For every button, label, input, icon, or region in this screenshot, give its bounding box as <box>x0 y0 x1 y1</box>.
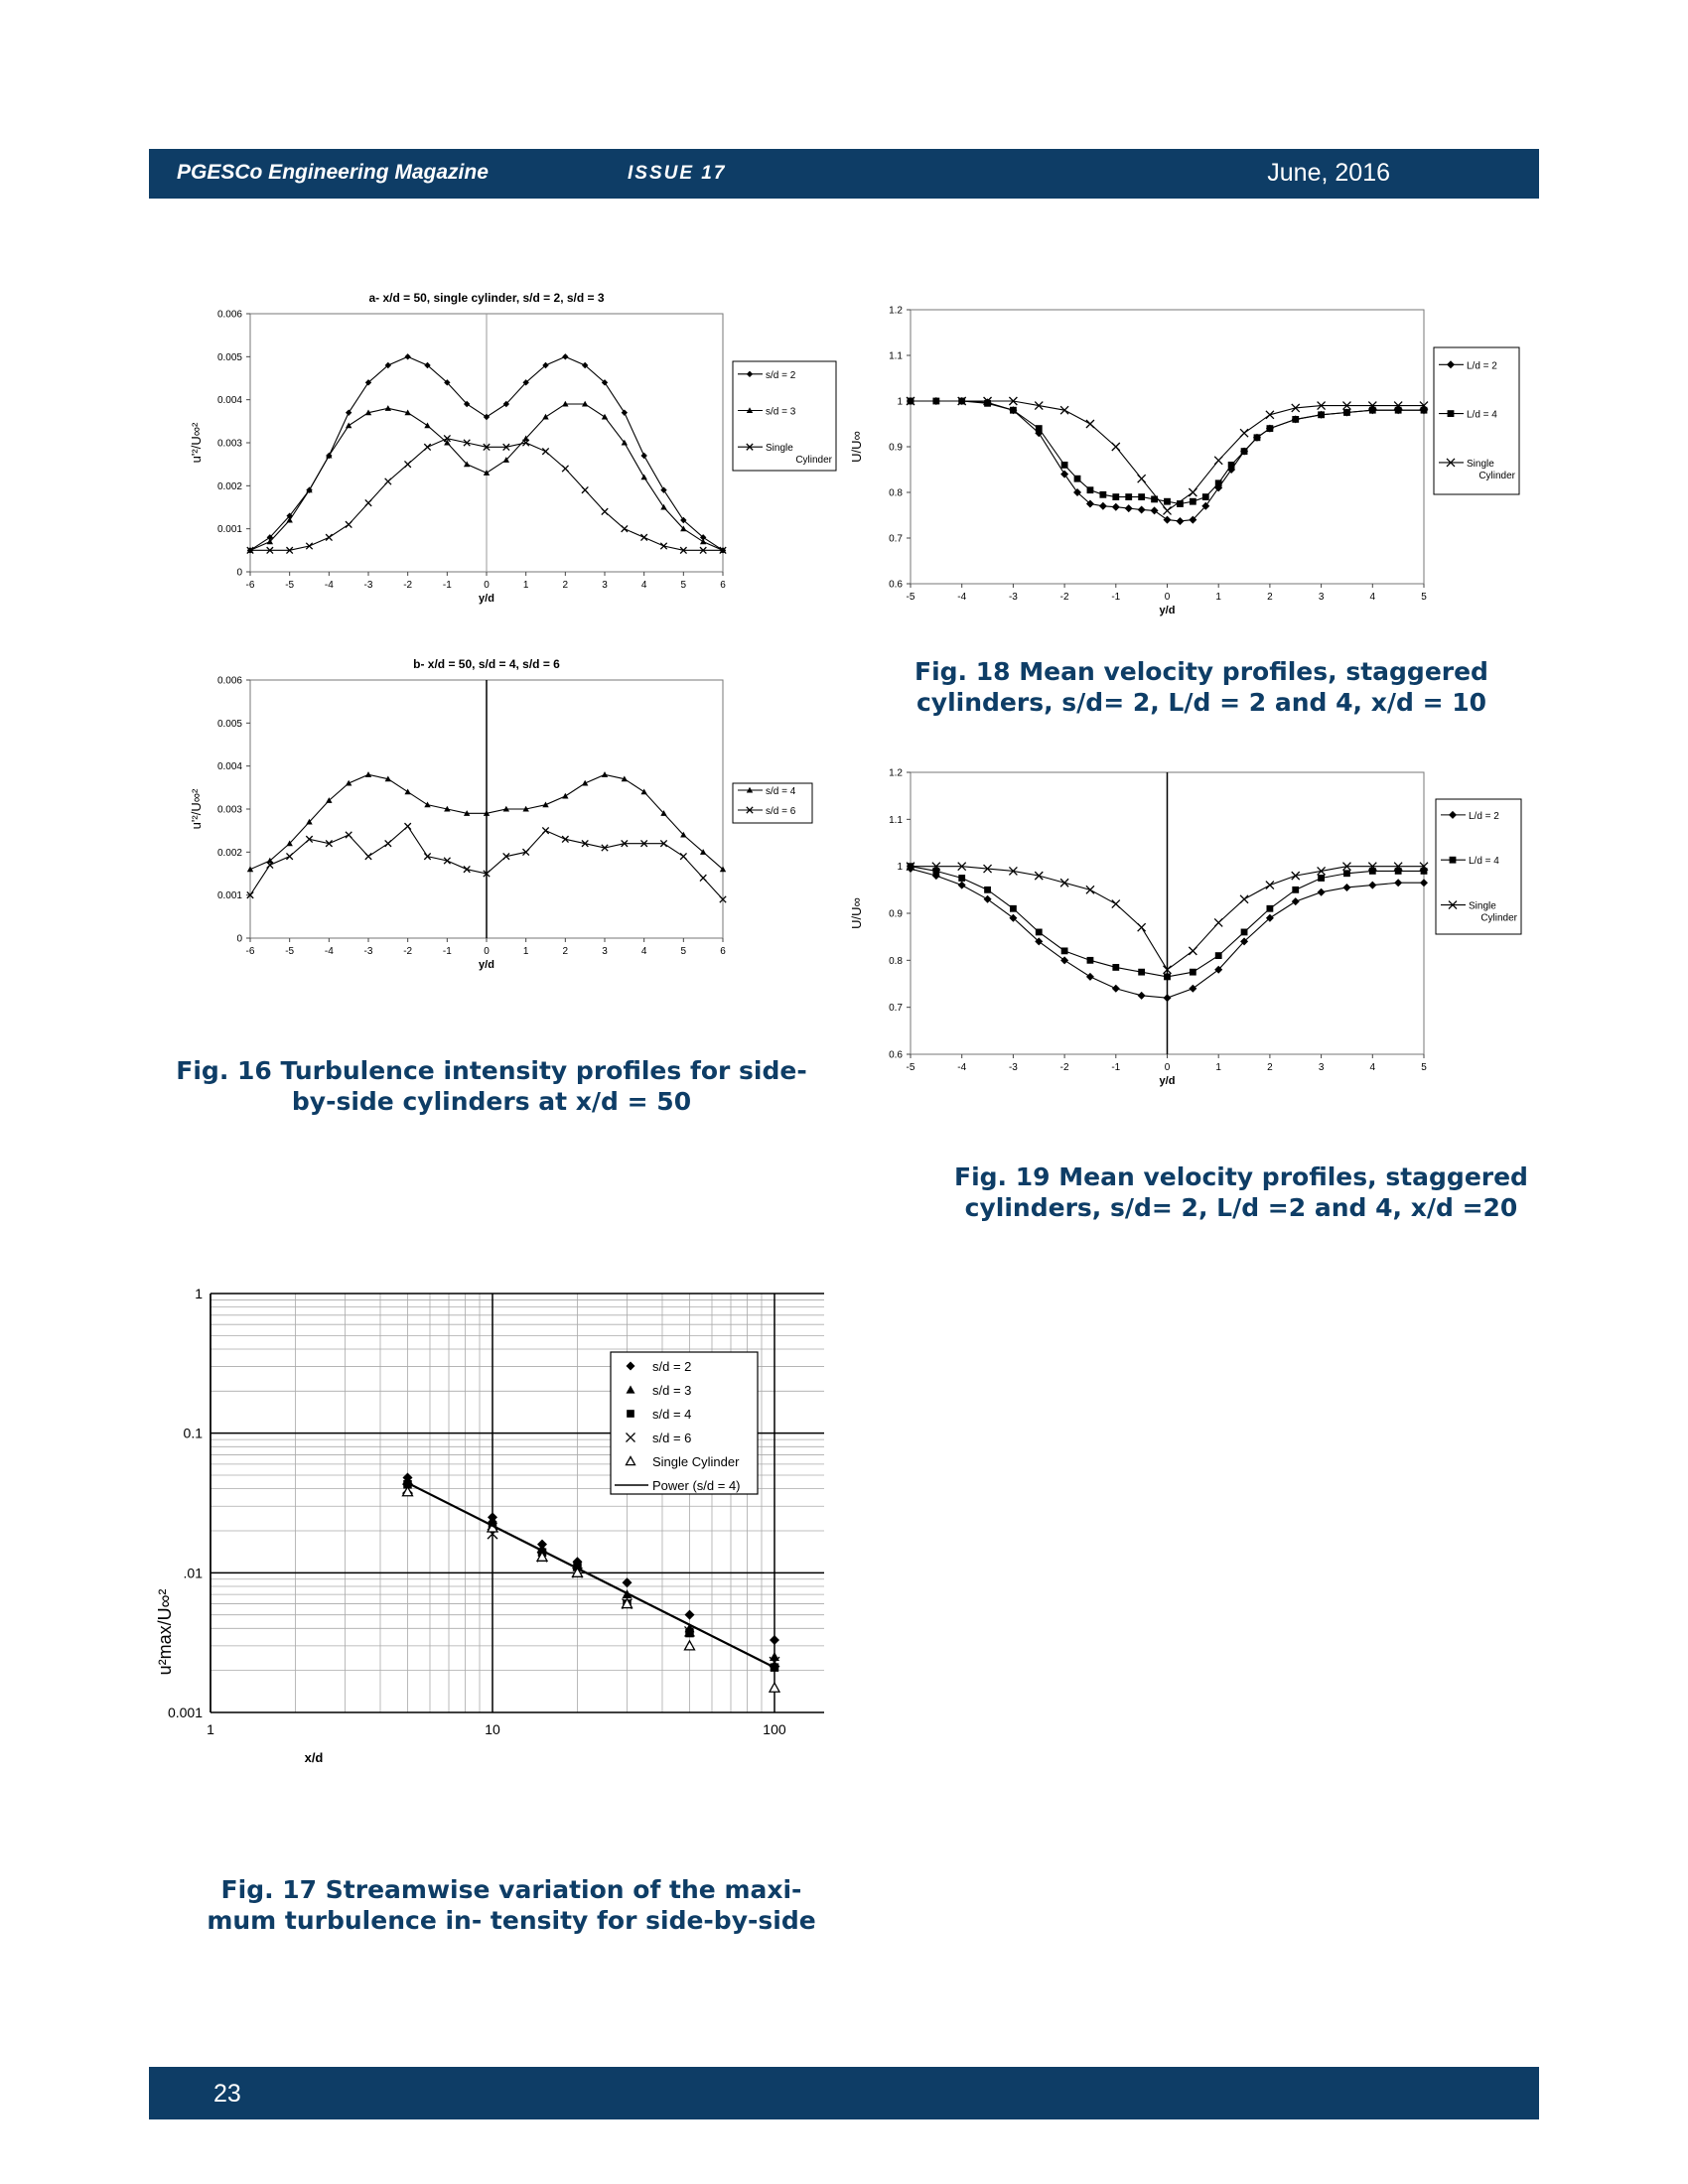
data-point-s0 <box>346 780 352 786</box>
issue-label: ISSUE 17 <box>628 163 727 184</box>
data-point-s0 <box>365 771 371 777</box>
data-point-s0 <box>640 453 646 459</box>
legend-label: s/d = 3 <box>652 1383 692 1398</box>
legend-label: s/d = 2 <box>766 369 796 381</box>
x-tick-label: -4 <box>324 946 334 957</box>
x-tick-label: 5 <box>1421 592 1427 603</box>
data-point-s0 <box>1189 985 1196 993</box>
x-tick-label: -2 <box>1059 592 1069 603</box>
page-footer <box>149 2067 1539 2119</box>
y-tick-label: 1.1 <box>889 814 903 826</box>
x-tick-label: 3 <box>602 946 608 957</box>
data-point-s1 <box>1036 425 1043 432</box>
x-tick-label: 5 <box>680 946 687 957</box>
data-point-s1 <box>1343 409 1350 416</box>
data-point-s0 <box>1060 471 1068 478</box>
legend-label: s/d = 3 <box>766 406 796 418</box>
data-point-s2 <box>1112 900 1120 908</box>
x-tick-label: -2 <box>1059 1062 1069 1073</box>
data-point-s2 <box>1138 475 1146 482</box>
legend-label: L/d = 4 <box>1469 856 1499 868</box>
y-tick-label: 0.001 <box>167 1705 203 1720</box>
data-point-s2 <box>1240 895 1248 903</box>
x-tick-label: 3 <box>1318 592 1325 603</box>
data-point-s1 <box>484 470 490 476</box>
y-axis-label: u'²/U∞² <box>189 422 204 464</box>
x-tick-label: 1 <box>1215 592 1221 603</box>
y-tick-label: 0.002 <box>216 480 242 492</box>
legend-marker <box>1448 410 1455 417</box>
x-tick-label: 10 <box>485 1721 500 1737</box>
data-point-s0 <box>684 1610 694 1620</box>
data-point-s1 <box>1241 929 1248 936</box>
page-number: 23 <box>213 2080 241 2108</box>
y-tick-label: 0.004 <box>216 395 242 407</box>
data-point-s1 <box>1241 448 1248 455</box>
data-point-s1 <box>1036 929 1043 936</box>
y-tick-label: .01 <box>183 1565 203 1581</box>
data-point-s0 <box>1099 502 1107 510</box>
x-tick-label: -3 <box>363 946 373 957</box>
data-point-s1 <box>1292 416 1299 423</box>
data-point-s0 <box>1138 992 1146 1000</box>
data-point-s1 <box>1318 875 1325 882</box>
x-tick-label: -1 <box>442 946 452 957</box>
data-point-s0 <box>1138 505 1146 513</box>
data-point-s0 <box>542 801 548 807</box>
data-point-s0 <box>1394 879 1402 887</box>
data-point-s1 <box>385 405 391 411</box>
data-point-s1 <box>1061 947 1068 954</box>
x-tick-label: -4 <box>957 1062 967 1073</box>
legend-label: Single <box>766 443 793 455</box>
legend-label: Single <box>1469 900 1496 912</box>
y-tick-label: 0.003 <box>216 438 242 450</box>
data-point-s1 <box>1202 493 1209 500</box>
x-tick-label: 1 <box>522 946 529 957</box>
chart-fig17 <box>144 1286 839 1812</box>
data-point-s1 <box>1190 498 1196 505</box>
data-point-s1 <box>1112 493 1119 500</box>
data-point-s2 <box>622 525 628 531</box>
data-point-s1 <box>660 504 666 510</box>
data-point-s2 <box>1189 947 1196 955</box>
x-tick-label: -4 <box>957 592 967 603</box>
data-point-s1 <box>1267 905 1274 912</box>
y-tick-label: 0 <box>236 567 242 579</box>
data-point-s0 <box>1292 897 1300 905</box>
data-point-s0 <box>1176 517 1184 525</box>
y-tick-label: 0.003 <box>216 804 242 816</box>
data-point-s0 <box>346 409 352 415</box>
data-point-s0 <box>770 1635 779 1645</box>
data-point-s1 <box>680 853 686 859</box>
data-point-s0 <box>1060 956 1068 964</box>
data-point-s2 <box>542 448 548 454</box>
data-point-s1 <box>1010 905 1017 912</box>
chart-fig16a <box>159 276 834 633</box>
legend-label: s/d = 2 <box>652 1359 692 1374</box>
data-point-s0 <box>1151 506 1159 514</box>
x-tick-label: 2 <box>1267 592 1273 603</box>
x-tick-label: -2 <box>403 580 413 591</box>
y-tick-label: 0.8 <box>889 955 903 967</box>
x-tick-label: 0 <box>484 946 490 957</box>
issue-date: June, 2016 <box>1267 159 1390 187</box>
caption-fig16 <box>159 1055 824 1117</box>
chart-title: a- x/d = 50, single cylinder, s/d = 2, s/d = 3 <box>368 291 605 305</box>
y-tick-label: 1.2 <box>889 767 903 779</box>
data-point-s2 <box>640 534 646 540</box>
legend-label: Power (s/d = 4) <box>652 1478 741 1493</box>
data-point-s2 <box>1138 923 1146 931</box>
data-point-s0 <box>582 780 588 786</box>
data-point-s2 <box>685 1629 694 1638</box>
data-point-s0 <box>424 801 430 807</box>
y-tick-label: 0.7 <box>889 533 903 545</box>
data-point-s2 <box>365 499 371 505</box>
x-tick-label: 4 <box>640 580 647 591</box>
data-point-s2 <box>1214 918 1222 926</box>
data-point-s1 <box>1099 491 1106 498</box>
caption-fig17 <box>194 1874 829 1936</box>
plot-frame <box>911 310 1424 584</box>
data-point-s0 <box>1164 516 1172 524</box>
x-tick-label: 3 <box>1318 1062 1325 1073</box>
data-point-s2 <box>346 521 352 527</box>
series-line-1 <box>911 401 1424 504</box>
data-point-s1 <box>542 414 548 420</box>
data-point-s2 <box>326 534 332 540</box>
x-tick-label: -5 <box>906 1062 915 1073</box>
data-point-s0 <box>404 353 410 359</box>
data-point-s1 <box>1215 952 1222 959</box>
data-point-s2 <box>1086 420 1094 428</box>
data-point-s0 <box>562 793 568 799</box>
data-point-s2 <box>1266 411 1274 419</box>
y-tick-label: 0.7 <box>889 1003 903 1015</box>
data-point-s2 <box>385 478 391 484</box>
data-point-s0 <box>660 486 666 492</box>
y-tick-label: 0.8 <box>889 487 903 499</box>
y-tick-label: 1 <box>195 1286 203 1301</box>
data-point-s0 <box>1125 504 1133 512</box>
data-point-s1 <box>1010 407 1017 414</box>
data-point-s2 <box>1189 488 1196 496</box>
x-axis-label: y/d <box>479 593 494 605</box>
data-point-s2 <box>1164 506 1172 514</box>
data-point-s1 <box>385 840 391 846</box>
x-axis-label: y/d <box>1159 605 1176 616</box>
data-point-s2 <box>1086 886 1094 893</box>
caption-fig18-text: Fig. 18 Mean velocity profiles, staggered cylinders, s/d= 2, L/d = 2 and 4, x/d = 10 <box>914 657 1488 717</box>
data-point-s2 <box>1060 879 1068 887</box>
x-tick-label: 4 <box>640 946 647 957</box>
y-axis-label: U/U∞ <box>849 897 864 929</box>
legend-label: s/d = 6 <box>766 806 796 817</box>
chart-fig18 <box>849 298 1529 625</box>
y-tick-label: 0.005 <box>216 351 242 363</box>
caption-fig19-text: Fig. 19 Mean velocity profiles, staggered cylinders, s/d= 2, L/d =2 and 4, x/d =20 <box>954 1162 1528 1222</box>
data-point-s1 <box>424 422 430 428</box>
data-point-s1 <box>1138 969 1145 976</box>
x-tick-label: 4 <box>1369 1062 1376 1073</box>
x-axis-label: y/d <box>1159 1075 1176 1087</box>
legend-label: Cylinder <box>795 455 832 467</box>
x-tick-label: 0 <box>1164 1062 1171 1073</box>
x-tick-label: 3 <box>602 580 608 591</box>
data-point-s0 <box>602 771 608 777</box>
x-tick-label: -1 <box>442 580 452 591</box>
data-point-s2 <box>404 461 410 467</box>
x-tick-label: -4 <box>324 580 334 591</box>
y-tick-label: 0.005 <box>216 718 242 730</box>
y-axis-label: u²max/U∞² <box>155 1588 175 1676</box>
legend-label: s/d = 4 <box>652 1407 692 1422</box>
data-point-s1 <box>640 474 646 479</box>
series-line-2 <box>911 401 1424 510</box>
data-point-s1 <box>1112 964 1119 971</box>
data-point-s1 <box>1138 493 1145 500</box>
y-tick-label: 0.6 <box>889 579 903 591</box>
x-axis-label: y/d <box>479 959 494 971</box>
legend-label: Cylinder <box>1480 912 1517 924</box>
legend-label: Single Cylinder <box>652 1454 740 1469</box>
magazine-title: PGESCo Engineering Magazine <box>177 161 489 184</box>
data-point-s1 <box>286 853 292 859</box>
y-tick-label: 0 <box>236 933 242 945</box>
x-tick-label: 2 <box>1267 1062 1273 1073</box>
data-point-s1 <box>1215 479 1222 486</box>
data-point-s0 <box>247 866 253 872</box>
legend-marker <box>627 1410 634 1418</box>
data-point-s2 <box>602 508 608 514</box>
data-point-s1 <box>365 853 371 859</box>
data-point-s0 <box>640 788 646 794</box>
data-point-s1 <box>346 832 352 838</box>
y-tick-label: 1 <box>897 862 903 874</box>
data-point-s1 <box>346 422 352 428</box>
data-point-s1 <box>1164 498 1171 505</box>
data-point-s1 <box>958 875 965 882</box>
legend-label: Cylinder <box>1478 470 1515 481</box>
legend-label: L/d = 2 <box>1469 810 1499 822</box>
data-point-s0 <box>1086 973 1094 981</box>
caption-fig19 <box>928 1161 1554 1223</box>
data-point-s1 <box>1343 870 1350 877</box>
legend-label: Single <box>1467 458 1494 470</box>
data-point-s1 <box>1074 476 1081 482</box>
data-point-s0 <box>562 353 568 359</box>
legend-label: s/d = 6 <box>652 1431 692 1445</box>
data-point-s1 <box>1228 462 1235 469</box>
y-tick-label: 1.1 <box>889 350 903 362</box>
data-point-s1 <box>1190 969 1196 976</box>
data-point-s2 <box>1266 882 1274 889</box>
data-point-s2 <box>1214 457 1222 465</box>
y-tick-label: 0.004 <box>216 761 242 773</box>
data-point-s4 <box>770 1683 779 1692</box>
x-tick-label: 1 <box>207 1721 214 1737</box>
x-tick-label: 2 <box>562 946 569 957</box>
y-tick-label: 0.006 <box>216 309 242 321</box>
y-tick-label: 0.1 <box>183 1425 203 1441</box>
data-point-s1 <box>542 827 548 833</box>
x-tick-label: 0 <box>484 580 490 591</box>
y-tick-label: 0.006 <box>216 675 242 687</box>
x-tick-label: 100 <box>763 1721 786 1737</box>
data-point-s0 <box>1112 503 1120 511</box>
x-tick-label: 2 <box>562 580 569 591</box>
data-point-s2 <box>1112 443 1120 451</box>
chart-fig16b <box>159 640 834 998</box>
data-point-s0 <box>1420 879 1428 887</box>
x-tick-label: -3 <box>363 580 373 591</box>
x-tick-label: -1 <box>1111 1062 1121 1073</box>
y-tick-label: 0.6 <box>889 1049 903 1061</box>
y-tick-label: 0.002 <box>216 847 242 859</box>
data-point-s0 <box>1112 985 1120 993</box>
x-tick-label: 6 <box>720 580 726 591</box>
legend-label: L/d = 2 <box>1467 360 1497 372</box>
legend-marker <box>1450 857 1457 864</box>
data-point-s1 <box>984 887 991 893</box>
x-tick-label: 1 <box>1215 1062 1221 1073</box>
data-point-s2 <box>424 444 430 450</box>
data-point-s0 <box>1318 888 1326 896</box>
legend-label: s/d = 4 <box>766 786 796 797</box>
data-point-s0 <box>1342 884 1350 891</box>
x-tick-label: -3 <box>1008 1062 1018 1073</box>
x-tick-label: 1 <box>522 580 529 591</box>
x-tick-label: -1 <box>1111 592 1121 603</box>
data-point-s1 <box>1254 434 1261 441</box>
data-point-s1 <box>770 1652 779 1661</box>
data-point-s1 <box>1087 486 1094 493</box>
x-tick-label: -3 <box>1008 592 1018 603</box>
y-tick-label: 1.2 <box>889 305 903 317</box>
chart-fig19 <box>849 759 1529 1092</box>
x-tick-label: -5 <box>285 580 295 591</box>
data-point-s0 <box>1164 994 1172 1002</box>
data-point-s2 <box>1240 429 1248 437</box>
data-point-s0 <box>984 895 992 903</box>
x-tick-label: -6 <box>245 580 255 591</box>
chart-title: b- x/d = 50, s/d = 4, s/d = 6 <box>413 657 560 671</box>
x-tick-label: 5 <box>680 580 687 591</box>
data-point-s1 <box>700 875 706 881</box>
data-point-s0 <box>404 788 410 794</box>
data-point-s1 <box>1164 974 1171 981</box>
data-point-s0 <box>1368 882 1376 889</box>
caption-fig16-text: Fig. 16 Turbulence intensity profiles for side-by-side cylinders at x/d = 50 <box>176 1056 807 1116</box>
y-tick-label: 0.9 <box>889 442 903 454</box>
data-point-s1 <box>1061 462 1068 469</box>
x-tick-label: -6 <box>245 946 255 957</box>
x-tick-label: -5 <box>906 592 915 603</box>
data-point-s1 <box>1292 887 1299 893</box>
x-tick-label: -2 <box>403 946 413 957</box>
y-tick-label: 0.001 <box>216 890 242 902</box>
y-tick-label: 0.9 <box>889 908 903 920</box>
x-tick-label: 0 <box>1164 592 1171 603</box>
data-point-s4 <box>684 1641 694 1650</box>
caption-fig17-text: Fig. 17 Streamwise variation of the maxi-mum turbulence in- tensity for side-by-side <box>207 1875 816 1935</box>
y-tick-label: 0.001 <box>216 524 242 536</box>
x-tick-label: 4 <box>1369 592 1376 603</box>
legend-label: L/d = 4 <box>1467 409 1497 421</box>
data-point-s1 <box>1267 425 1274 432</box>
y-axis-label: U/U∞ <box>849 431 864 463</box>
data-point-s2 <box>582 486 588 492</box>
y-axis-label: u'²/U∞² <box>189 788 204 830</box>
data-point-s1 <box>1318 411 1325 418</box>
data-point-s1 <box>602 414 608 420</box>
data-point-s0 <box>622 409 628 415</box>
data-point-s1 <box>1087 957 1094 964</box>
y-tick-label: 1 <box>897 396 903 408</box>
power-fit-line <box>408 1483 774 1668</box>
x-tick-label: 6 <box>720 946 726 957</box>
data-point-s2 <box>562 466 568 472</box>
page-header <box>149 149 1539 199</box>
data-point-s0 <box>484 414 490 420</box>
x-tick-label: -5 <box>285 946 295 957</box>
data-point-s0 <box>958 882 966 889</box>
x-tick-label: 5 <box>1421 1062 1427 1073</box>
data-point-s1 <box>404 823 410 829</box>
x-axis-label: x/d <box>304 1750 324 1765</box>
data-point-s1 <box>1125 493 1132 500</box>
caption-fig18 <box>874 656 1529 718</box>
